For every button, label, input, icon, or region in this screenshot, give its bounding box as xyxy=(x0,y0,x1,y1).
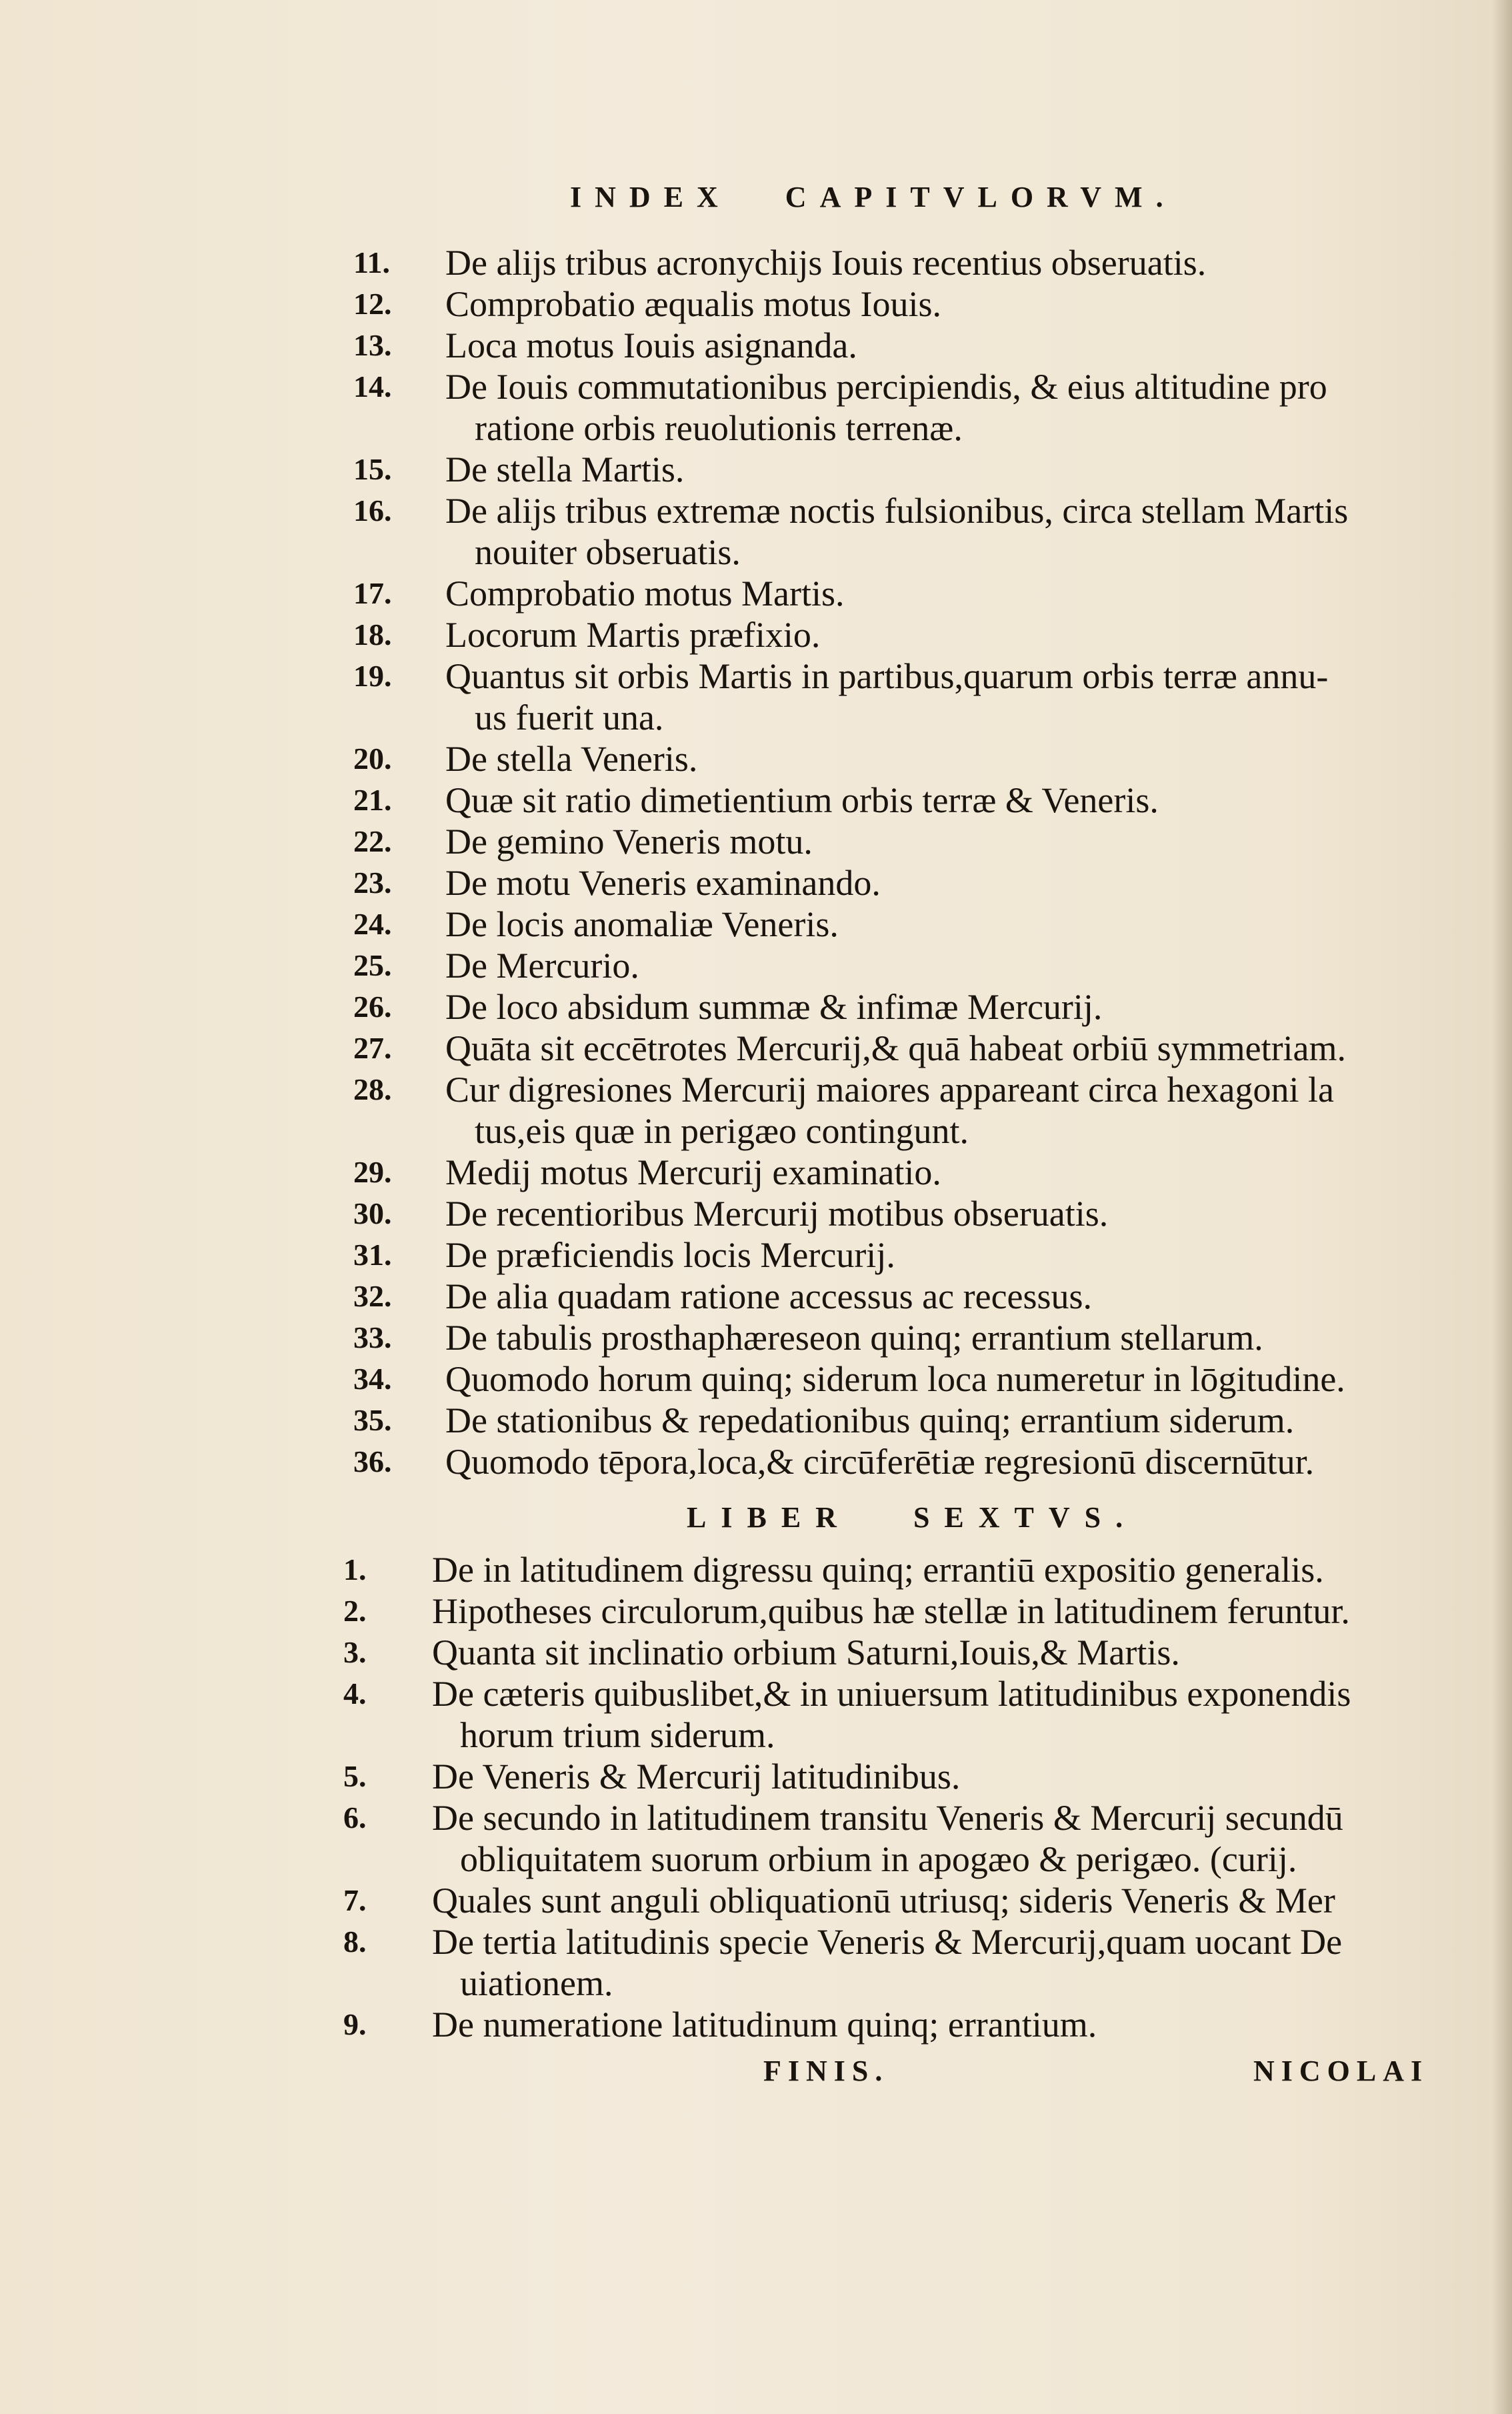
entry-title: Cur digresiones Mercurij maiores appareant circa hexagoni la xyxy=(445,1070,1334,1110)
entry-number: 8. xyxy=(343,1925,367,1959)
entry-title: Quāta sit eccētrotes Mercurij,& quā habeat orbiū symmetriam. xyxy=(445,1028,1347,1068)
entry-title-continuation: obliquitatem suorum orbium in apogæo & perigæo. (curij. xyxy=(460,1839,1297,1879)
entry-title: De in latitudinem digressu quinq; errantiū expositio generalis. xyxy=(432,1550,1324,1590)
entry-title: De cæteris quibuslibet,& in uniuersum latitudinibus exponendis xyxy=(432,1674,1351,1714)
section-word-liber: LIBER xyxy=(687,1501,851,1534)
entry-number: 26. xyxy=(353,990,392,1024)
footer-finis: FINIS. xyxy=(763,2055,889,2087)
header-word-capitulorum: CAPITVLORVM. xyxy=(785,181,1177,213)
entry-number: 22. xyxy=(353,824,392,858)
entry-number: 1. xyxy=(343,1552,367,1586)
entry-number: 11. xyxy=(353,245,390,279)
page-edge-shadow xyxy=(1492,0,1512,2414)
header-word-index: INDEX xyxy=(570,181,731,213)
entry-title-continuation: uiationem. xyxy=(460,1963,613,2003)
entry-number: 32. xyxy=(353,1279,392,1313)
entry-title: De tabulis prosthaphæreseon quinq; errantium stellarum. xyxy=(445,1318,1263,1358)
entry-title: Loca motus Iouis asignanda. xyxy=(445,325,857,365)
entry-title: Quomodo horum quinq; siderum loca numeretur in lōgitudine. xyxy=(445,1359,1345,1399)
entry-number: 14. xyxy=(353,369,392,403)
entry-title: De tertia latitudinis specie Veneris & Mercurij,quam uocant De xyxy=(432,1922,1343,1962)
entry-title: De alijs tribus acronychijs Iouis recentius obseruatis. xyxy=(445,243,1207,283)
entry-number: 7. xyxy=(343,1883,367,1917)
section-word-sextus: SEXTVS. xyxy=(913,1501,1138,1534)
footer-catchword: NICOLAI xyxy=(1253,2055,1429,2087)
entry-number: 25. xyxy=(353,948,392,982)
entry-number: 27. xyxy=(353,1031,392,1065)
entry-number: 3. xyxy=(343,1635,367,1669)
entry-title: De motu Veneris examinando. xyxy=(445,863,881,903)
entry-title-continuation: us fuerit una. xyxy=(475,698,664,738)
entry-title: De numeratione latitudinum quinq; errantium. xyxy=(432,2005,1097,2045)
entry-title: De recentioribus Mercurij motibus obseruatis. xyxy=(445,1194,1109,1234)
section-heading xyxy=(687,1500,1177,1534)
entry-title: De præficiendis locis Mercurij. xyxy=(445,1235,895,1275)
entry-number: 35. xyxy=(353,1403,392,1437)
entry-number: 5. xyxy=(343,1759,367,1793)
entry-number: 2. xyxy=(343,1594,367,1628)
page-header xyxy=(570,180,1237,214)
entry-title-continuation: nouiter obseruatis. xyxy=(475,532,741,572)
entry-number: 16. xyxy=(353,493,392,527)
entry-number: 20. xyxy=(353,742,392,776)
entry-number: 24. xyxy=(353,907,392,941)
entry-number: 36. xyxy=(353,1444,392,1478)
entry-number: 15. xyxy=(353,452,392,486)
entry-title: Comprobatio æqualis motus Iouis. xyxy=(445,284,942,324)
entry-number: 23. xyxy=(353,866,392,900)
entry-title: Quanta sit inclinatio orbium Saturni,Iouis,& Martis. xyxy=(432,1632,1180,1672)
entry-title: Hipotheses circulorum,quibus hæ stellæ in latitudinem feruntur. xyxy=(432,1591,1350,1631)
entry-title: De locis anomaliæ Veneris. xyxy=(445,904,839,944)
entry-title: Quæ sit ratio dimetientium orbis terræ & Veneris. xyxy=(445,780,1159,820)
entry-number: 18. xyxy=(353,618,392,652)
entry-number: 12. xyxy=(353,287,392,321)
entry-title: Quales sunt anguli obliquationū utriusq; sideris Veneris & Mer xyxy=(432,1881,1335,1921)
entry-title: De Veneris & Mercurij latitudinibus. xyxy=(432,1756,961,1796)
entry-title: Medij motus Mercurij examinatio. xyxy=(445,1152,941,1192)
entry-title-continuation: tus,eis quæ in perigæo contingunt. xyxy=(475,1111,969,1151)
entry-number: 4. xyxy=(343,1676,367,1710)
entry-number: 19. xyxy=(353,659,392,693)
entry-number: 28. xyxy=(353,1072,392,1106)
entry-title: De alia quadam ratione accessus ac recessus. xyxy=(445,1276,1093,1316)
entry-number: 9. xyxy=(343,2007,367,2041)
entry-number: 13. xyxy=(353,328,392,362)
entry-title-continuation: ratione orbis reuolutionis terrenæ. xyxy=(475,408,963,448)
entry-number: 34. xyxy=(353,1362,392,1396)
entry-title: De stella Martis. xyxy=(445,449,685,489)
entry-title: Locorum Martis præfixio. xyxy=(445,615,821,655)
entry-title: De Mercurio. xyxy=(445,946,639,986)
entry-number: 30. xyxy=(353,1196,392,1230)
entry-title: Quomodo tēpora,loca,& circūferētiæ regresionū discernūtur. xyxy=(445,1442,1315,1482)
entry-number: 33. xyxy=(353,1320,392,1354)
entry-title: De alijs tribus extremæ noctis fulsionibus, circa stellam Martis xyxy=(445,491,1349,531)
entry-number: 29. xyxy=(353,1155,392,1189)
entry-title: De stationibus & repedationibus quinq; errantium siderum. xyxy=(445,1400,1295,1440)
entry-title: De Iouis commutationibus percipiendis, & eius altitudine pro xyxy=(445,367,1327,407)
entry-title: De stella Veneris. xyxy=(445,739,698,779)
entry-title: Quantus sit orbis Martis in partibus,quarum orbis terræ annu- xyxy=(445,656,1329,696)
entry-title-continuation: horum trium siderum. xyxy=(460,1715,775,1755)
entry-number: 17. xyxy=(353,576,392,610)
entry-title: De gemino Veneris motu. xyxy=(445,822,813,862)
entry-number: 31. xyxy=(353,1238,392,1272)
entry-title: De loco absidum summæ & infimæ Mercurij. xyxy=(445,987,1103,1027)
entry-number: 6. xyxy=(343,1800,367,1835)
entry-number: 21. xyxy=(353,783,392,817)
entry-title: Comprobatio motus Martis. xyxy=(445,573,845,614)
entry-title: De secundo in latitudinem transitu Veneris & Mercurij secundū xyxy=(432,1798,1343,1838)
